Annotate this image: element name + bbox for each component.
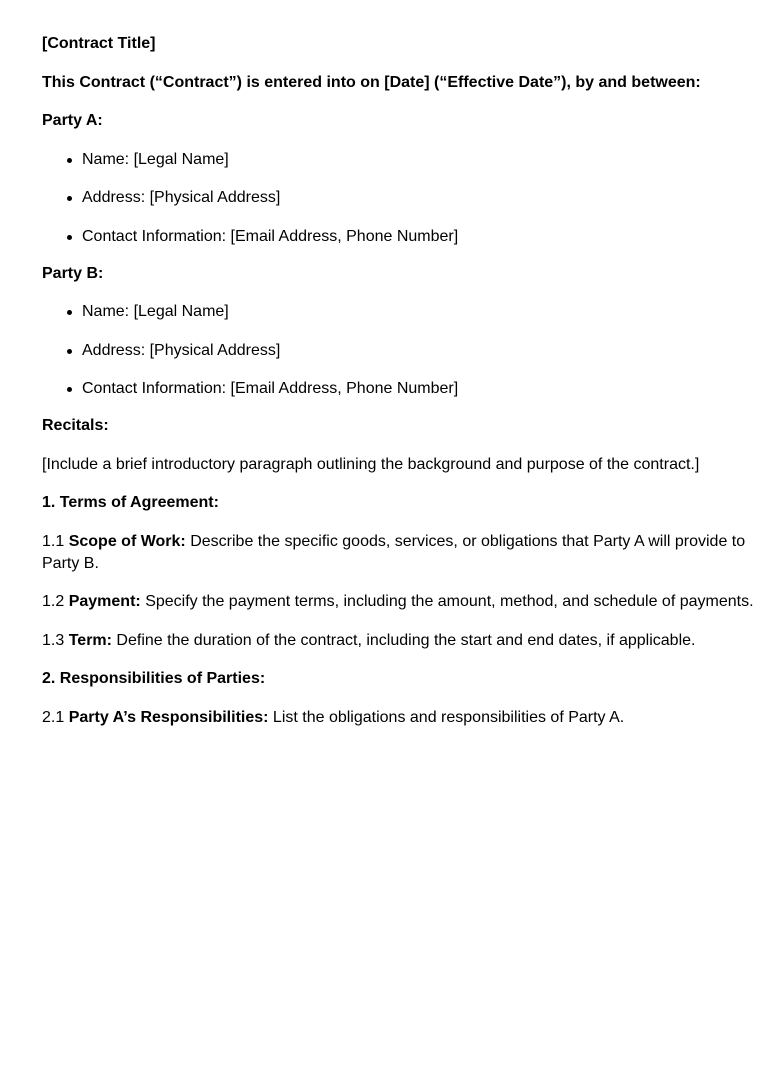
- section-1-heading: 1. Terms of Agreement:: [42, 494, 219, 511]
- party-a-list: [42, 149, 755, 248]
- party-b-heading: Party B:: [42, 264, 104, 282]
- contract-title: [Contract Title]: [42, 35, 156, 52]
- clause-2-1: [42, 707, 755, 729]
- clause-number: 1.3: [42, 631, 65, 649]
- clause-label: Party A’s Responsibilities:: [68, 708, 269, 726]
- party-b-address: Address: [Physical Address]: [82, 340, 755, 362]
- clause-1-3: [42, 630, 755, 652]
- clause-text: List the obligations and responsibilities of Party A.: [272, 708, 625, 726]
- clause-1-1: [42, 531, 755, 575]
- contract-intro: This Contract (“Contract”) is entered into on [Date] (“Effective Date”), by and between:: [42, 73, 701, 91]
- clause-text: Specify the payment terms, including the amount, method, and schedule of payments.: [145, 593, 754, 610]
- party-a-contact: Contact Information: [Email Address, Phone Number]: [82, 226, 755, 248]
- recitals-text: [Include a brief introductory paragraph outlining the background and purpose of the contract.]: [42, 455, 700, 473]
- party-a-heading: Party A:: [42, 112, 103, 129]
- clause-number: 2.1: [42, 708, 65, 726]
- clause-1-2: [42, 591, 755, 613]
- clause-label: Term:: [68, 631, 112, 649]
- clause-label: Payment:: [68, 593, 141, 610]
- recitals-heading: Recitals:: [42, 417, 109, 434]
- clause-text: Describe the specific goods, services, or obligations that Party A will provide to Party B.: [42, 532, 746, 572]
- clause-text: Define the duration of the contract, including the start and end dates, if applicable.: [116, 631, 696, 649]
- party-a-address: Address: [Physical Address]: [82, 187, 755, 209]
- party-a-name: Name: [Legal Name]: [82, 149, 755, 171]
- party-b-contact: Contact Information: [Email Address, Phone Number]: [82, 378, 755, 400]
- clause-number: 1.2: [42, 593, 65, 610]
- party-b-name: Name: [Legal Name]: [82, 301, 755, 323]
- clause-number: 1.1: [42, 532, 65, 550]
- clause-label: Scope of Work:: [68, 532, 186, 550]
- section-2-heading: 2. Responsibilities of Parties:: [42, 670, 266, 687]
- party-b-list: [42, 301, 755, 400]
